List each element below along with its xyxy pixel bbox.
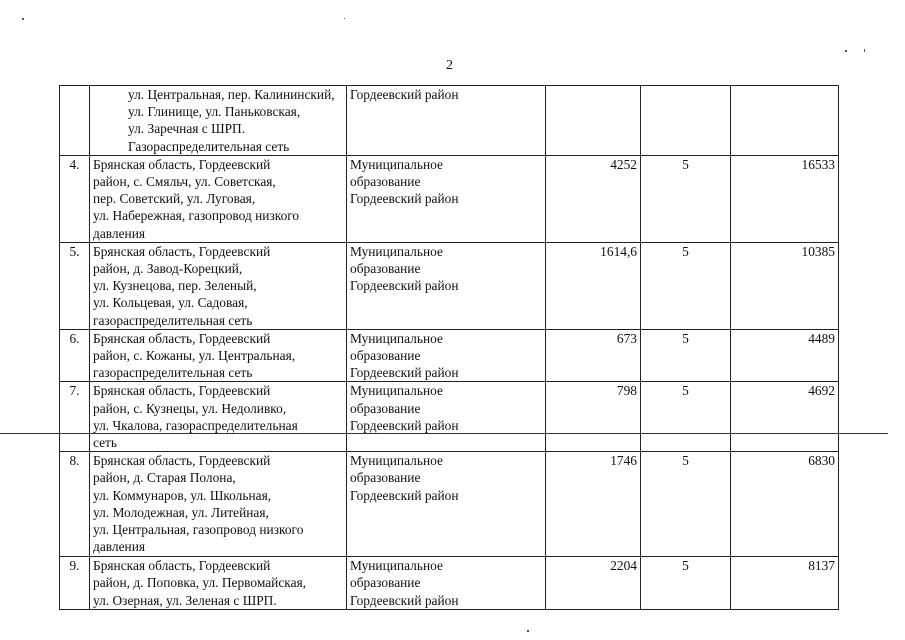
table-row	[60, 452, 839, 557]
owner-line: Муниципальное	[350, 558, 443, 574]
row-number-cell: 4.	[60, 155, 90, 242]
owner-cell	[347, 382, 546, 452]
owner-line: Гордеевский район	[350, 592, 459, 608]
owner-line: образование	[350, 470, 421, 486]
length-cell: 4252	[546, 155, 641, 242]
owner-cell	[347, 155, 546, 242]
row-number-cell	[60, 86, 90, 156]
owner-cell	[347, 242, 546, 329]
owner-line: Гордеевский район	[350, 365, 459, 381]
address-line: ул. Озерная, ул. Зеленая с ШРП.	[93, 592, 277, 608]
address-line: ул. Глинище, ул. Паньковская,	[128, 104, 301, 120]
owner-cell	[347, 557, 546, 610]
category-cell: 5	[641, 382, 731, 452]
address-cell	[90, 155, 347, 242]
row-number-cell: 9.	[60, 557, 90, 610]
table-row	[60, 242, 839, 329]
address-line: давления	[93, 539, 146, 555]
scan-speck	[527, 630, 529, 632]
table-row	[60, 557, 839, 610]
owner-line: образование	[350, 261, 421, 277]
address-line: ул. Коммунаров, ул. Школьная,	[93, 487, 272, 503]
owner-line: образование	[350, 174, 421, 190]
category-cell: 5	[641, 452, 731, 557]
address-line: ул. Заречная с ШРП.	[128, 121, 246, 137]
row-number-cell: 6.	[60, 329, 90, 382]
length-cell: 1746	[546, 452, 641, 557]
owner-line: Муниципальное	[350, 383, 443, 399]
address-line: Брянская область, Гордеевский	[93, 243, 271, 259]
address-line: давления	[93, 225, 146, 241]
address-line: район, д. Завод-Корецкий,	[93, 261, 243, 277]
cost-cell: 4692	[731, 382, 839, 452]
cost-cell: 4489	[731, 329, 839, 382]
address-cell	[90, 557, 347, 610]
category-cell: 5	[641, 242, 731, 329]
property-table	[59, 85, 839, 610]
owner-line: Гордеевский район	[350, 191, 459, 207]
address-line: Газораспределительная сеть	[128, 138, 290, 154]
cost-cell: 8137	[731, 557, 839, 610]
address-line: Брянская область, Гордеевский	[93, 383, 271, 399]
owner-line: Гордеевский район	[350, 278, 459, 294]
owner-line: образование	[350, 348, 421, 364]
address-line: ул. Кузнецова, пер. Зеленый,	[93, 278, 257, 294]
category-cell: 5	[641, 329, 731, 382]
scan-speck	[22, 18, 24, 20]
length-cell: 798	[546, 382, 641, 452]
address-line: ул. Набережная, газопровод низкого	[93, 208, 300, 224]
address-line: Брянская область, Гордеевский	[93, 453, 271, 469]
address-line: район, д. Поповка, ул. Первомайская,	[93, 575, 307, 591]
category-cell	[641, 86, 731, 156]
category-cell: 5	[641, 557, 731, 610]
owner-line: Муниципальное	[350, 330, 443, 346]
address-cell	[90, 242, 347, 329]
address-cell	[90, 452, 347, 557]
length-cell	[546, 86, 641, 156]
row-number-cell: 5.	[60, 242, 90, 329]
address-line: район, с. Кожаны, ул. Центральная,	[93, 348, 296, 364]
table-row	[60, 329, 839, 382]
address-line: ул. Центральная, газопровод низкого	[93, 522, 304, 538]
address-line: Брянская область, Гордеевский	[93, 156, 271, 172]
scan-speck	[864, 49, 865, 52]
cost-cell: 16533	[731, 155, 839, 242]
address-line: Брянская область, Гордеевский	[93, 558, 271, 574]
cost-cell: 6830	[731, 452, 839, 557]
owner-line: образование	[350, 400, 421, 416]
address-line: ул. Молодежная, ул. Литейная,	[93, 504, 269, 520]
address-line: ул. Чкалова, газораспределительная	[93, 417, 298, 433]
table-row	[60, 86, 839, 156]
owner-cell	[347, 86, 546, 156]
length-cell: 1614,6	[546, 242, 641, 329]
address-line: ул. Кольцевая, ул. Садовая,	[93, 295, 248, 311]
table-row	[60, 155, 839, 242]
address-line: газораспределительная сеть	[93, 365, 253, 381]
address-line: Брянская область, Гордеевский	[93, 330, 271, 346]
cost-cell	[731, 86, 839, 156]
owner-line: Гордеевский район	[350, 487, 459, 503]
owner-line: Гордеевский район	[350, 87, 459, 102]
address-cell	[90, 86, 347, 156]
owner-cell	[347, 452, 546, 557]
owner-line: образование	[350, 575, 421, 591]
owner-line: Муниципальное	[350, 156, 443, 172]
length-cell: 673	[546, 329, 641, 382]
address-line: газораспределительная сеть	[93, 312, 253, 328]
owner-line: Муниципальное	[350, 243, 443, 259]
scan-artifact-line	[0, 433, 888, 434]
address-line: пер. Советский, ул. Луговая,	[93, 191, 256, 207]
owner-line: Муниципальное	[350, 453, 443, 469]
category-cell: 5	[641, 155, 731, 242]
address-line: ул. Центральная, пер. Калининский,	[128, 87, 335, 102]
owner-line: Гордеевский район	[350, 417, 459, 433]
row-number-cell: 8.	[60, 452, 90, 557]
scan-speck	[845, 50, 847, 52]
owner-cell	[347, 329, 546, 382]
cost-cell: 10385	[731, 242, 839, 329]
address-cell	[90, 329, 347, 382]
address-line: район, с. Кузнецы, ул. Недоливко,	[93, 400, 287, 416]
length-cell: 2204	[546, 557, 641, 610]
row-number-cell: 7.	[60, 382, 90, 452]
scan-speck	[344, 18, 345, 19]
table-row	[60, 382, 839, 452]
page-number: 2	[446, 58, 453, 73]
table-body	[60, 86, 839, 610]
address-line: район, с. Смяльч, ул. Советская,	[93, 174, 276, 190]
address-line: район, д. Старая Полона,	[93, 470, 236, 486]
address-line: сеть	[93, 435, 118, 451]
address-cell	[90, 382, 347, 452]
